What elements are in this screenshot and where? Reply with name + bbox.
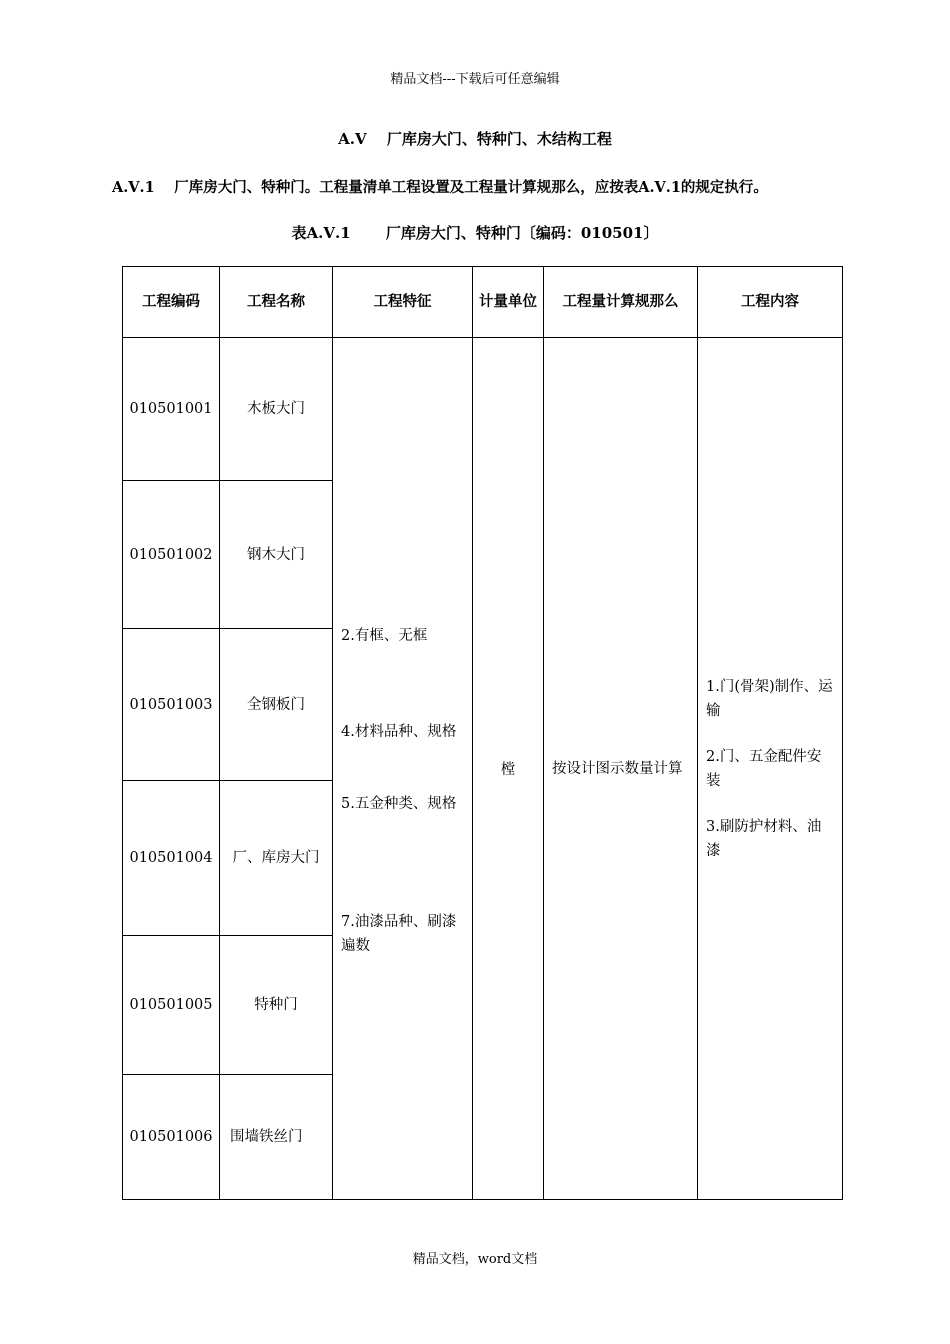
header-name: 工程名称 [220, 267, 333, 338]
header-rule: 工程量计算规那么 [544, 267, 698, 338]
feature-item: 2.有框、无框 [341, 628, 428, 644]
content-item: 3.刷防护材料、油漆 [706, 818, 822, 859]
item-code: 010501004 [123, 781, 220, 936]
unit-cell: 樘 [473, 338, 544, 1200]
spec-table [122, 266, 843, 1200]
item-name: 木板大门 [220, 338, 333, 481]
item-code: 010501002 [123, 481, 220, 629]
rule-cell: 按设计图示数量计算 [544, 338, 698, 1200]
table-row [123, 338, 843, 481]
header-unit: 计量单位 [473, 267, 544, 338]
header-features: 工程特征 [333, 267, 473, 338]
page-header: 精品文档---下载后可任意编辑 [390, 72, 560, 87]
item-name: 特种门 [220, 936, 333, 1075]
item-code: 010501003 [123, 629, 220, 781]
section-subtitle: A.Ⅴ.1 厂库房大门、特种门。工程量清单工程设置及工程量计算规那么，应按表A.Ⅴ.1的规定执行。 [112, 179, 768, 196]
item-code: 010501006 [123, 1075, 220, 1200]
item-code: 010501005 [123, 936, 220, 1075]
item-name: 厂、库房大门 [220, 781, 333, 936]
table-caption: 表A.Ⅴ.1 厂库房大门、特种门〔编码：010501〕 [291, 224, 659, 242]
features-cell [333, 338, 473, 1200]
feature-item: 7.油漆品种、刷漆遍数 [341, 914, 457, 954]
item-name: 钢木大门 [220, 481, 333, 629]
feature-item: 4.材料品种、规格 [341, 724, 457, 740]
table-header-row [123, 267, 843, 338]
header-content: 工程内容 [698, 267, 843, 338]
item-code: 010501001 [123, 338, 220, 481]
item-name: 围墙铁丝门 [220, 1075, 333, 1200]
page-footer: 精品文档，word文档 [412, 1252, 538, 1267]
header-code: 工程编码 [123, 267, 220, 338]
item-name: 全钢板门 [220, 629, 333, 781]
section-title: A.Ⅴ 厂库房大门、特种门、木结构工程 [338, 130, 612, 148]
content-item: 1.门(骨架)制作、运输 [706, 678, 833, 719]
feature-item: 5.五金种类、规格 [341, 796, 457, 812]
content-cell [698, 338, 843, 1200]
content-item: 2.门、五金配件安装 [706, 748, 822, 789]
